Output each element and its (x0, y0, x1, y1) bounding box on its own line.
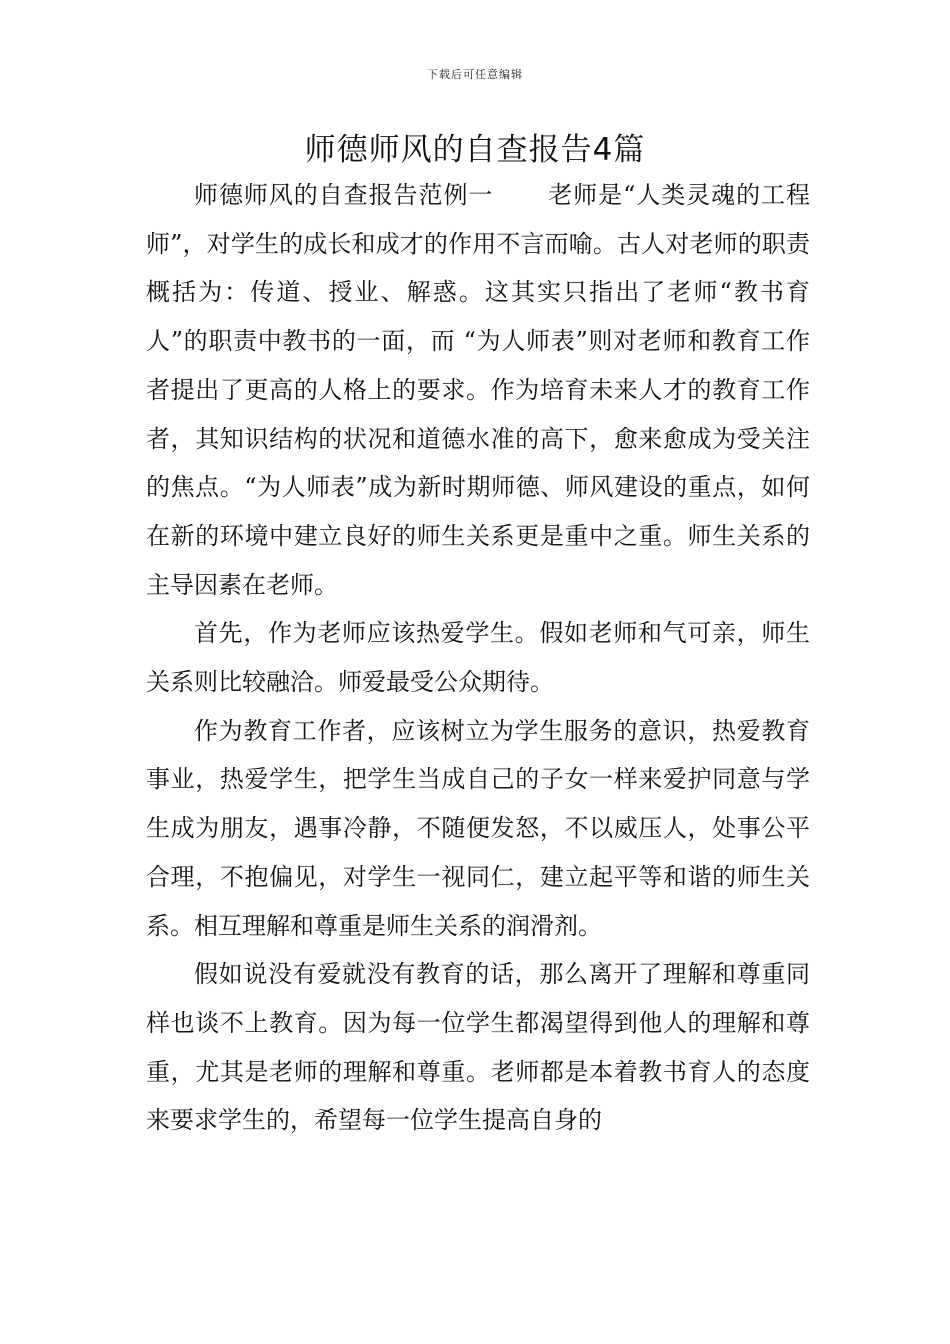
paragraph-1-lead: 师德师风的自查报告范例一 (194, 181, 494, 209)
paragraph-1-text: 老师是“人类灵魂的工程师”，对学生的成长和成才的作用不言而喻。古人对老师的职责概括为：传道、授业、解惑。这其实只指出了老师“教书育人”的职责中教书的一面，而 “为人师表”则对老师和教育工作者提出了更高的人格上的要求。作为培育未来人才的教育工作者，其知识结构的状况和道德水准的高下，愈来愈成为受关注的焦点。“为人师表”成为新时期师德、师风建设的重点，如何在新的环境中建立良好的师生关系更是重中之重。师生关系的主导因素在老师。 (146, 181, 810, 599)
document-body (146, 171, 810, 1145)
paragraph-2: 首先，作为老师应该热爱学生。假如老师和气可亲，师生关系则比较融洽。师爱最受公众期待。 (146, 619, 810, 697)
paragraph-1 (146, 171, 810, 609)
paragraph-4: 假如说没有爱就没有教育的话，那么离开了理解和尊重同样也谈不上教育。因为每一位学生都渴望得到他人的理解和尊重，尤其是老师的理解和尊重。老师都是本着教书育人的态度来要求学生的，希望每一位学生提高自身的 (146, 960, 810, 1135)
document-title: 师德师风的自查报告4篇 (304, 132, 646, 168)
paragraph-3: 作为教育工作者，应该树立为学生服务的意识，热爱教育事业，热爱学生，把学生当成自己的子女一样来爱护同意与学生成为朋友，遇事冷静，不随便发怒，不以威压人，处事公平合理，不抱偏见，对学生一视同仁，建立起平等和谐的师生关系。相互理解和尊重是师生关系的润滑剂。 (146, 716, 810, 940)
page-header: 下载后可任意编辑 (427, 68, 523, 81)
